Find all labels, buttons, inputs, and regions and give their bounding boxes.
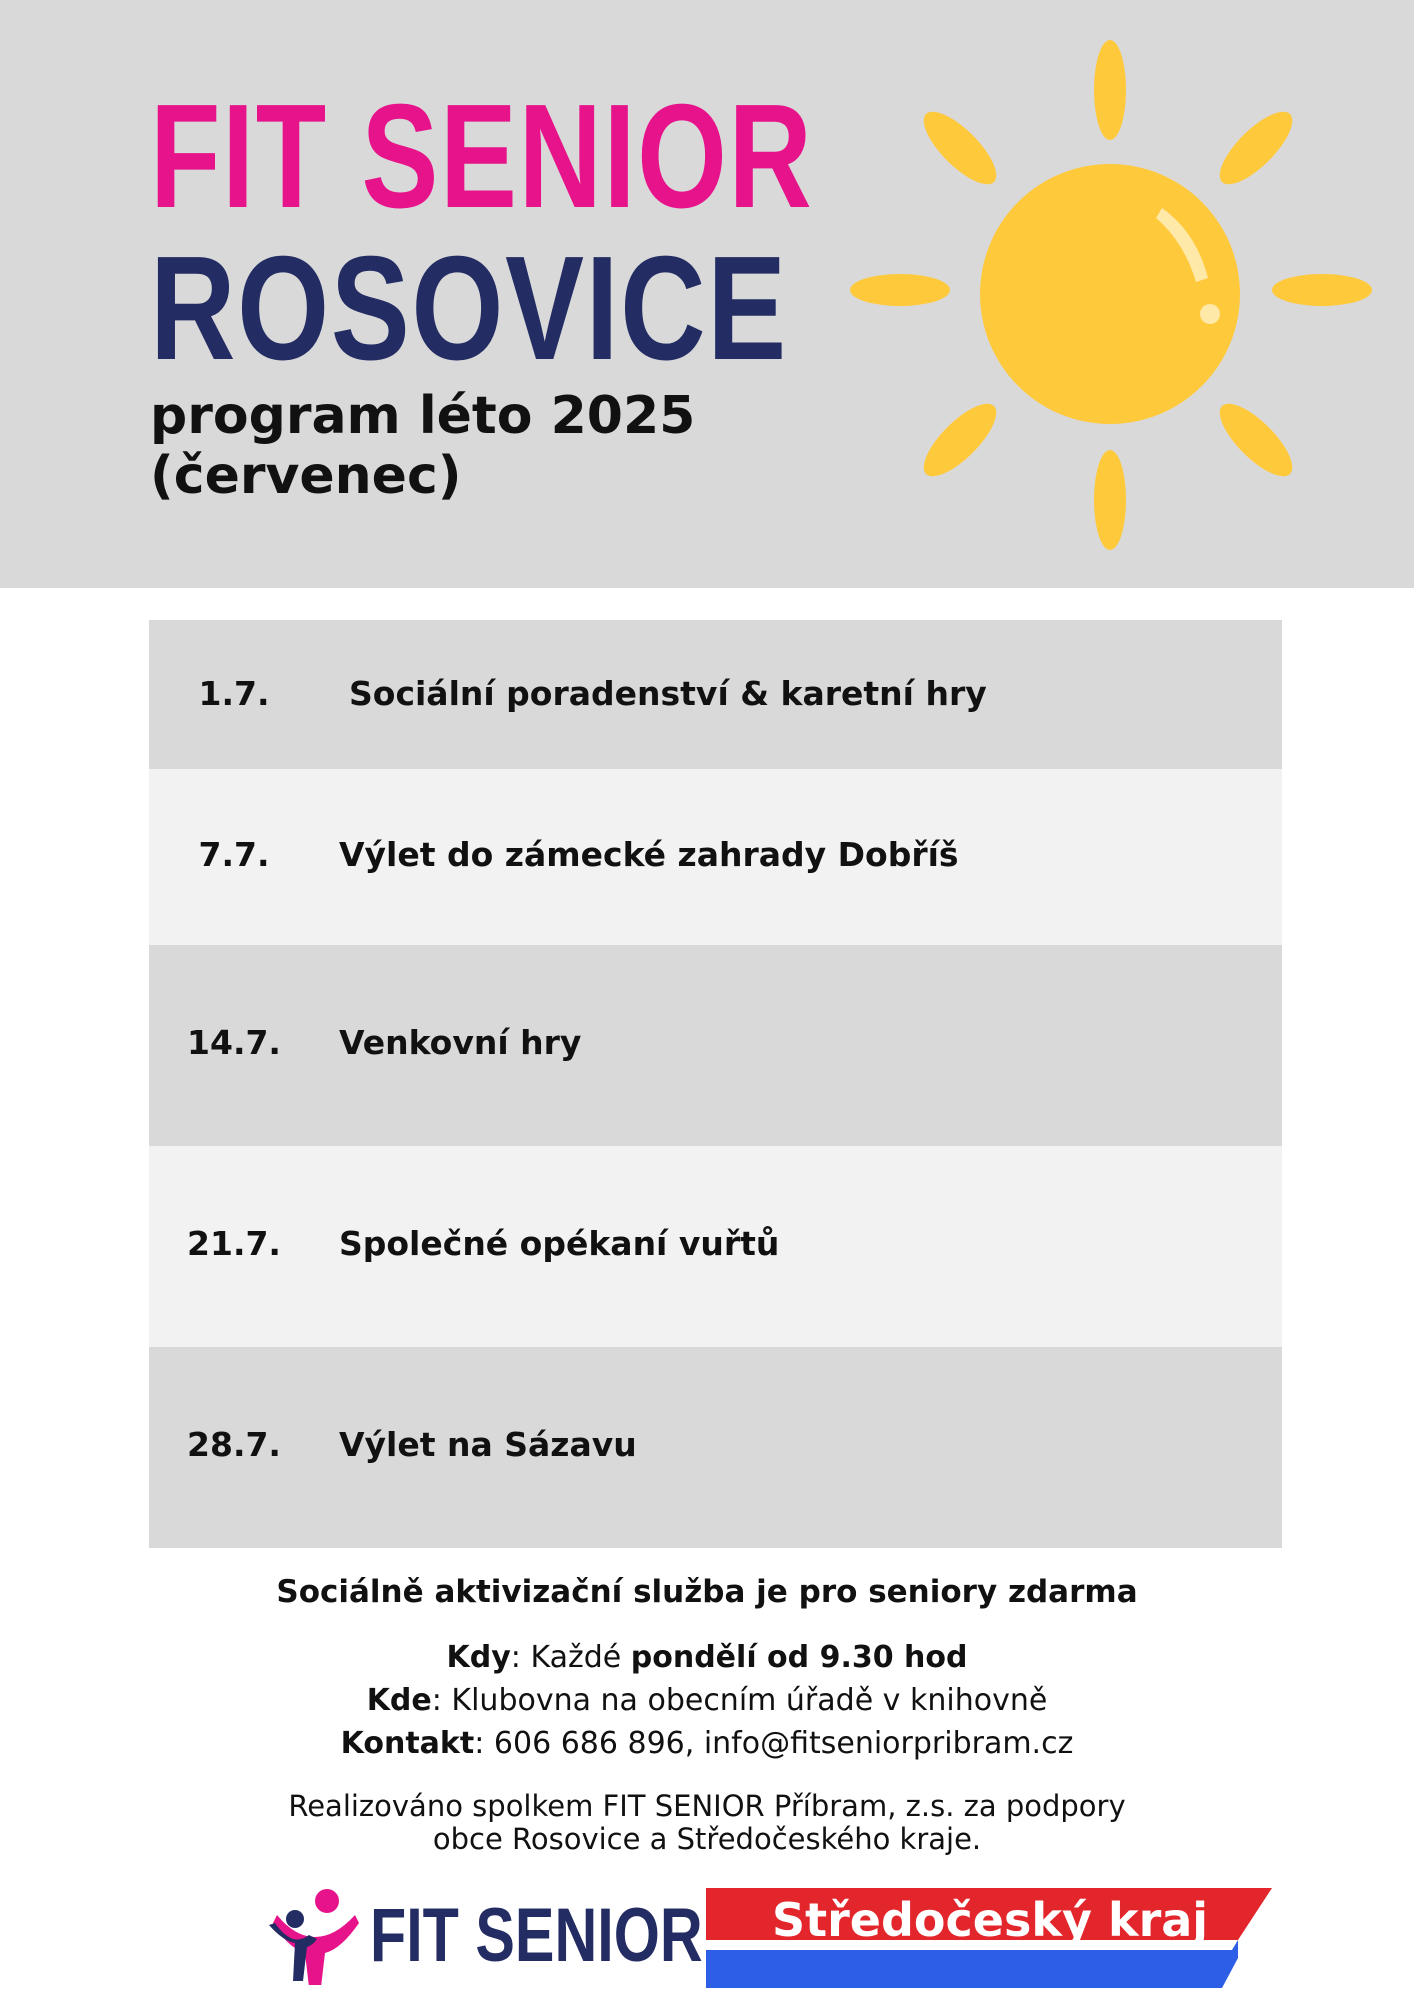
schedule-activity: Sociální poradenství & karetní hry <box>349 674 987 713</box>
schedule-table <box>149 620 1282 1548</box>
kraj-logo-text: Středočeský kraj <box>772 1893 1209 1947</box>
when-value: pondělí od 9.30 hod <box>630 1640 968 1675</box>
schedule-activity: Výlet na Sázavu <box>339 1425 637 1464</box>
where-label: Kde <box>366 1683 432 1718</box>
when-label: Kdy <box>446 1640 511 1675</box>
where-value: Klubovna na obecním úřadě v knihovně <box>451 1683 1048 1718</box>
schedule-date: 1.7. <box>198 674 270 713</box>
subtitle-line-1: program léto 2025 <box>150 386 696 446</box>
schedule-activity: Venkovní hry <box>339 1023 582 1062</box>
schedule-date: 7.7. <box>198 835 270 874</box>
schedule-date: 21.7. <box>187 1224 281 1263</box>
schedule-activity: Společné opékaní vuřtů <box>339 1224 780 1263</box>
contact-value: 606 686 896, info@fitseniorpribram.cz <box>493 1726 1074 1761</box>
schedule-date: 14.7. <box>187 1023 281 1062</box>
subtitle-line-2: (červenec) <box>150 446 462 506</box>
program-subtitle <box>150 386 695 506</box>
schedule-row <box>149 1146 1282 1347</box>
schedule-row <box>149 1347 1282 1548</box>
schedule-row <box>149 769 1282 945</box>
sun-icon <box>840 30 1380 570</box>
credit-text <box>0 1790 1414 1856</box>
fit-senior-logo <box>265 1885 703 1985</box>
schedule-row <box>149 945 1282 1146</box>
schedule-row <box>149 620 1282 769</box>
schedule-activity: Výlet do zámecké zahrady Dobříš <box>339 835 959 874</box>
fit-senior-figure-icon <box>265 1885 365 1985</box>
free-service-heading: Sociálně aktivizační služba je pro seniory zdarma <box>276 1574 1138 1610</box>
schedule-date: 28.7. <box>187 1425 281 1464</box>
credit-line-1: Realizováno spolkem FIT SENIOR Příbram, z.s. za podpory <box>288 1789 1126 1823</box>
info-contact: Kontakt: 606 686 896, info@fitseniorpribram.cz <box>340 1726 1074 1761</box>
header-band <box>0 0 1414 588</box>
when-prefix: Každé <box>530 1640 622 1675</box>
title-rosovice: ROSOVICE <box>150 226 788 391</box>
stredocesky-kraj-logo <box>706 1888 1272 1988</box>
contact-label: Kontakt <box>340 1726 475 1761</box>
fit-senior-logo-text: FIT SENIOR <box>370 1893 703 1978</box>
info-when: Kdy: Každé pondělí od 9.30 hod <box>446 1640 968 1675</box>
title-fit-senior: FIT SENIOR <box>150 74 814 239</box>
credit-line-2: obce Rosovice a Středočeského kraje. <box>432 1822 982 1856</box>
info-where: Kde: Klubovna na obecním úřadě v knihovně <box>366 1683 1048 1718</box>
